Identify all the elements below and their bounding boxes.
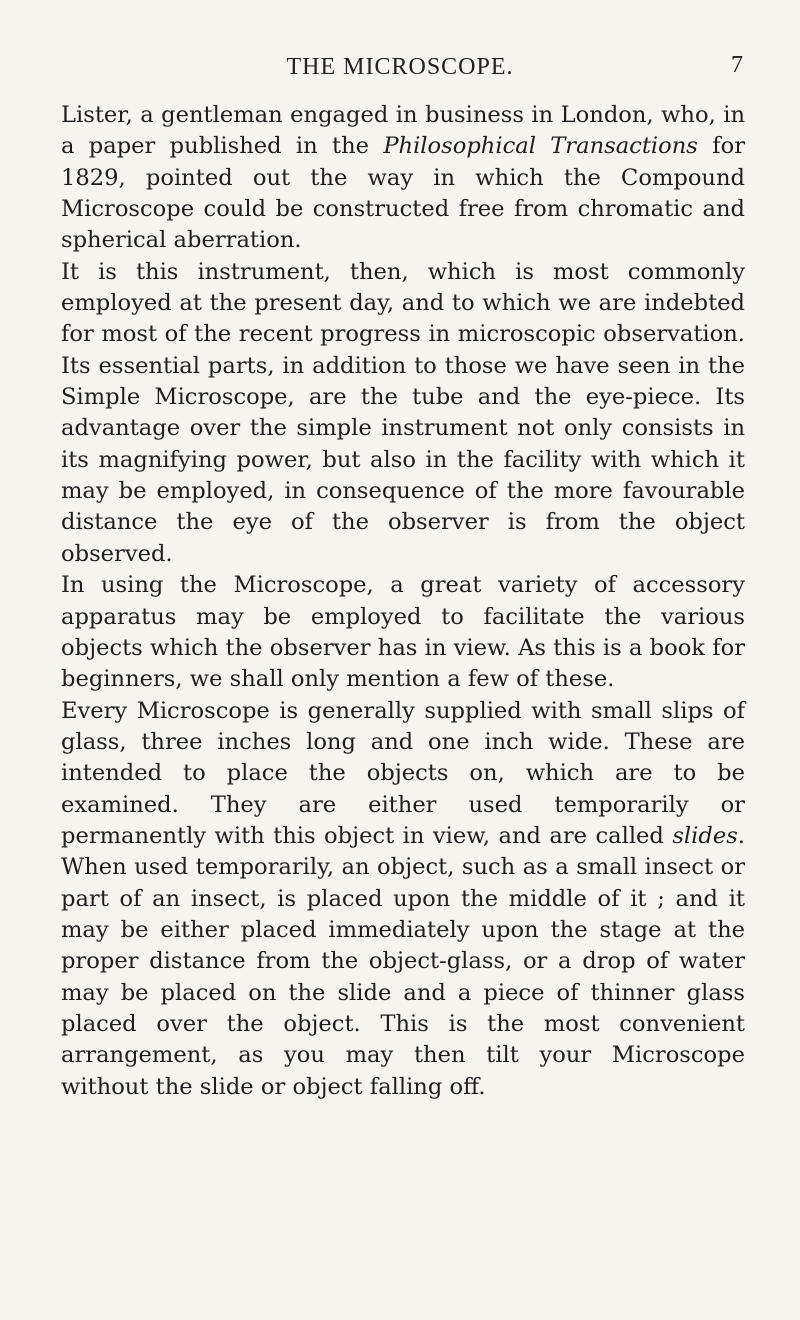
text-segment: for 1829, pointed out the way in which the Compound Microscope could be constructed free from chromatic and spherical aberration. — [61, 133, 746, 254]
text-segment: Lister, a gentleman engaged in business in London, who, in a paper published in the — [61, 102, 745, 160]
text-segment: In using the Microscope, a great variety of accessory apparatus may be employed to facilitate the various objects which the observer has in view. As this is a book for beginners, we shall only mention a few of these. — [61, 572, 745, 693]
running-head: THE MICROSCOPE. — [286, 54, 514, 80]
paragraph-4 — [61, 696, 745, 1103]
body-text — [61, 100, 745, 1103]
page-number: 7 — [731, 52, 743, 78]
text-segment: It is this instrument, then, which is most commonly employed at the present day, and to which we are indebted for most of the recent progress in microscopic observation. Its essential parts, in addition to those we have seen in the Simple Microscope, are the tube and the eye-piece. Its advantage over the simple instrument not only consists in its magnifying power, but also in the facility with which it may be employed, in consequence of the more favourable distance the eye of the observer is from the object observed. — [61, 258, 745, 567]
italic-term: slides — [672, 822, 738, 849]
paragraph-2 — [61, 257, 745, 570]
text-segment: . When used temporarily, an object, such as a small insect or part of an insect, is placed upon the middle of it ; and it may be either placed immediately upon the stage at the proper distance from the object-glass, or a drop of water may be placed on the slide and a piece of thinner glass placed over the object. This is the most convenient arrangement, as you may then tilt your Microscope without the slide or object falling off. — [61, 822, 745, 1100]
italic-title: Philosophical Transactions — [383, 133, 698, 160]
text-segment: Every Microscope is generally supplied with small slips of glass, three inches long and one inch wide. These are intended to place the objects on, which are to be examined. They are either used temporarily or permanently with this object in view, and are called — [61, 697, 745, 849]
paragraph-3 — [61, 570, 745, 695]
paragraph-1 — [61, 100, 745, 257]
